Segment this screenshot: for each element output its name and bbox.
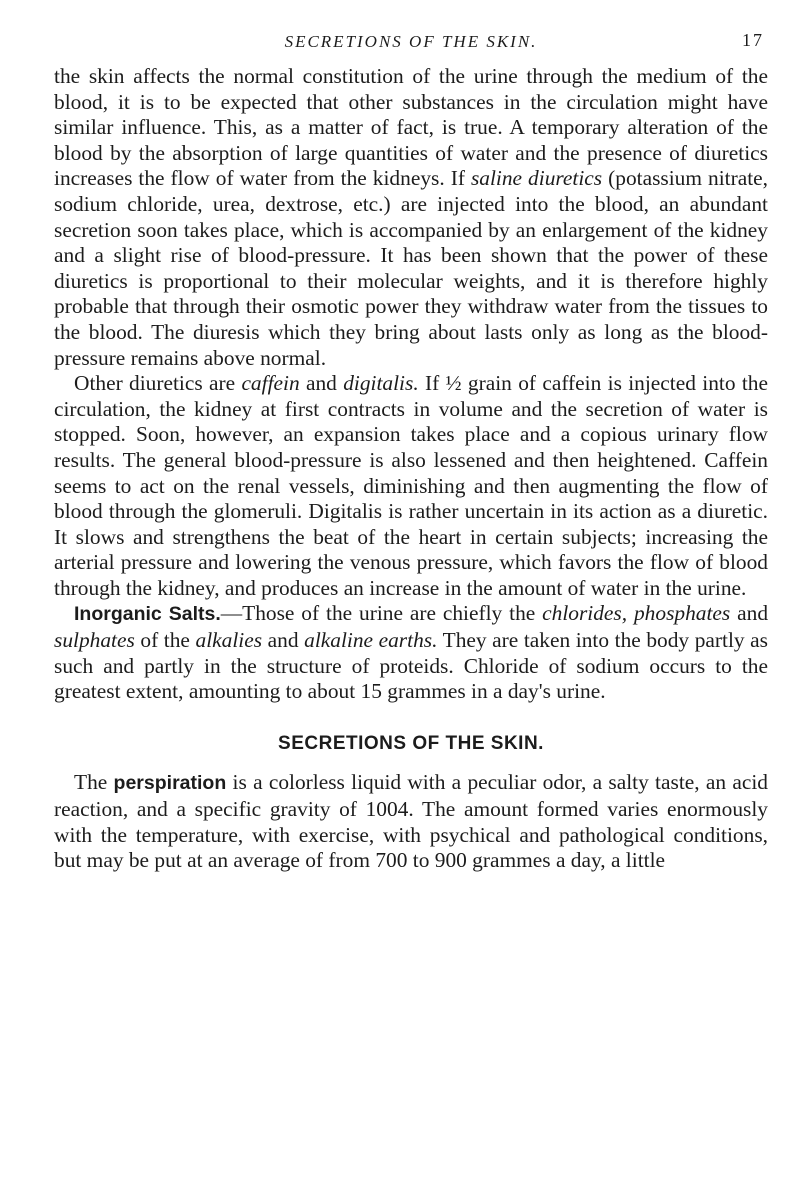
paragraph-1: [54, 64, 768, 371]
text-segment: and: [730, 601, 769, 626]
term-sulphates: sulphates: [54, 628, 135, 653]
term-caffein: caffein: [241, 371, 300, 396]
run-in-heading-inorganic-salts: Inorganic Salts.: [74, 603, 221, 626]
running-head: [54, 30, 768, 58]
run-in-heading-perspiration: perspiration: [113, 772, 227, 795]
text-segment: They are taken into the body partly as such and partly in the structure of proteids. Chloride of sodium occurs to the greatest extent, amounting to about 15 grammes in a day's urine.: [54, 628, 768, 704]
text-segment: Other diuretics are: [74, 371, 242, 396]
text-segment: and: [299, 371, 344, 396]
book-page: [54, 30, 768, 1180]
section-heading: SECRETIONS OF THE SKIN.: [278, 732, 544, 754]
running-head-title: SECRETIONS OF THE SKIN.: [284, 32, 538, 51]
text-segment: If ½ grain of caffein is injected into the circulation, the kidney at first contracts in volume and the secretion of water is stopped. Soon, however, an expansion takes place and a copious urinary flow results. The general blood-pressure is also lessened and then heightened. Caffein seems to act on the renal vessels, diminishing and then augmenting the flow of blood through the glomeruli. Digitalis is rather uncertain in its action as a diuretic. It slows and strengthens the beat of the heart in certain subjects; increasing the arterial pressure and lowering the venous pressure, which favors the flow of blood through the kidney, and produces an increase in the amount of water in the urine.: [54, 371, 768, 600]
text-segment: and: [262, 628, 305, 653]
paragraph-3: [54, 601, 768, 704]
text-segment: the skin affects the normal constitution of the urine through the medium of the blood, it is to be expected that other substances in the circulation might have similar influence. This, as a matter of fact, is true. A temporary alteration of the blood by the absorption of large quantities of water and the presence of diuretics increases the flow of water from the kidneys. If: [54, 64, 768, 191]
term-chlorides-phosphates: chlorides, phosphates: [542, 601, 731, 626]
text-segment: of the: [134, 628, 196, 653]
text-segment: The: [74, 770, 114, 795]
paragraph-2: [54, 371, 768, 601]
paragraph-perspiration: [54, 770, 768, 873]
text-segment: (potassium nitrate, sodium chloride, urea, dextrose, etc.) are injected into the blood, an abundant secretion soon takes place, which is accompanied by an enlargement of the kidney and a slight rise of blood-pressure. It has been shown that the power of these diuretics is proportional to their molecular weights, and it is therefore highly probable that through their osmotic power they withdraw water from the tissues to the blood. The diuresis which they bring about lasts only as long as the blood-pressure remains above normal.: [54, 166, 768, 370]
body-text: [54, 64, 768, 874]
term-alkalies: alkalies: [195, 628, 263, 653]
term-digitalis: digitalis.: [343, 371, 419, 396]
text-segment: —Those of the urine are chiefly the: [220, 601, 543, 626]
term-saline-diuretics: saline diuretics: [470, 166, 603, 191]
text-segment: is a colorless liquid with a peculiar odor, a salty taste, an acid reaction, and a specific gravity of 1004. The amount formed varies enormously with the temperature, with exercise, with psychical and pathological conditions, but may be put at an average of from 700 to 900 grammes a day, a little: [54, 770, 768, 873]
term-alkaline-earths: alkaline earths.: [304, 628, 438, 653]
page-number: 17: [742, 30, 764, 50]
